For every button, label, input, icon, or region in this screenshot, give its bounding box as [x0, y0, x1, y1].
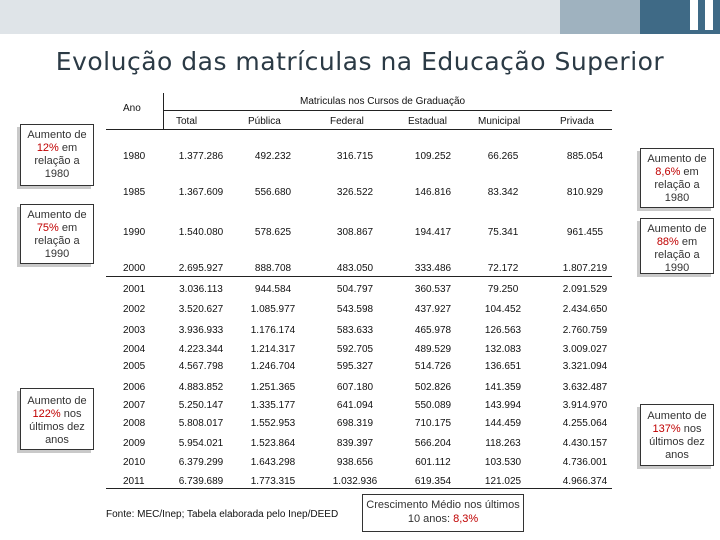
table-cell: 3.009.027 [562, 344, 608, 355]
callout-box [20, 204, 94, 264]
table-bottom-rule [106, 488, 612, 489]
table-cell: 118.263 [485, 438, 521, 449]
table-cell: 556.680 [254, 187, 292, 198]
table-cell: 566.204 [414, 438, 452, 449]
table-cell: 121.025 [484, 476, 522, 487]
table-cell: 75.341 [487, 227, 519, 238]
table-cell: 437.927 [414, 304, 452, 315]
row-year: 1990 [123, 227, 146, 238]
column-header: Federal [330, 116, 364, 127]
callout-text: Aumento de [647, 153, 707, 165]
table-cell: 483.050 [336, 263, 374, 274]
row-year: 1980 [123, 151, 146, 162]
table-cell: 810.929 [566, 187, 604, 198]
callout-box [20, 388, 94, 450]
table-cell: 6.739.689 [178, 476, 224, 487]
header-rule [163, 110, 612, 111]
table-cell: 607.180 [336, 382, 374, 393]
table-cell: 83.342 [487, 187, 519, 198]
callout-text: em relação a 1980 [34, 142, 80, 180]
row-year: 2010 [123, 457, 146, 468]
table-cell: 79.250 [487, 284, 519, 295]
growth-pct: 8,3% [453, 513, 479, 525]
callout-pct: 8,6% [655, 166, 681, 178]
table-cell: 592.705 [336, 344, 374, 355]
table-cell: 2.695.927 [178, 263, 224, 274]
table-cell: 326.522 [336, 187, 374, 198]
row-year: 1985 [123, 187, 146, 198]
decor-gap [705, 0, 713, 30]
row-year: 2004 [123, 344, 146, 355]
table-cell: 2.760.759 [562, 325, 608, 336]
column-header: Estadual [408, 116, 447, 127]
decor-segment-light [0, 0, 560, 34]
table-cell: 1.032.936 [332, 476, 378, 487]
table-cell: 504.797 [336, 284, 374, 295]
table-cell: 492.232 [254, 151, 292, 162]
callout-text: nos últimos dez anos [29, 408, 85, 446]
table-cell: 944.584 [254, 284, 292, 295]
table-cell: 502.826 [414, 382, 452, 393]
decor-segment-mid [560, 0, 640, 34]
row-year: 2005 [123, 361, 146, 372]
row-year: 2009 [123, 438, 146, 449]
table-cell: 3.914.970 [562, 400, 608, 411]
callout-text: em relação a 1990 [34, 222, 80, 260]
callout-pct: 12% [36, 142, 59, 154]
table-cell: 4.430.157 [562, 438, 608, 449]
table-cell: 4.223.344 [178, 344, 224, 355]
callout-box [640, 404, 714, 466]
callout-pct: 88% [656, 236, 679, 248]
table-cell: 3.321.094 [562, 361, 608, 372]
table-cell: 1.085.977 [250, 304, 296, 315]
table-cell: 1.251.365 [250, 382, 296, 393]
callout-text: Aumento de [647, 410, 707, 422]
table-cell: 888.708 [254, 263, 292, 274]
callout-text: nos últimos dez anos [649, 423, 705, 461]
header-divider [163, 93, 164, 130]
table-cell: 3.520.627 [178, 304, 224, 315]
table-cell: 4.567.798 [178, 361, 224, 372]
table-cell: 550.089 [414, 400, 452, 411]
row-year: 2008 [123, 418, 146, 429]
table-cell: 136.651 [484, 361, 522, 372]
table-cell: 698.319 [336, 418, 374, 429]
page-title: Evolução das matrículas na Educação Superior [55, 47, 665, 76]
source-note: Fonte: MEC/Inep; Tabela elaborada pelo Inep/DEED [106, 509, 339, 520]
table-cell: 1.807.219 [562, 263, 608, 274]
callout-text: Aumento de [27, 209, 87, 221]
table-cell: 2.434.650 [562, 304, 608, 315]
table-cell: 308.867 [336, 227, 374, 238]
column-header: Total [176, 116, 198, 127]
table-cell: 1.377.286 [178, 151, 224, 162]
growth-text: Crescimento Médio nos últimos 10 anos: [366, 499, 520, 525]
growth-box [362, 494, 524, 532]
callout-text: em relação a 1990 [654, 236, 700, 274]
table-cell: 5.250.147 [178, 400, 224, 411]
table-cell: 72.172 [487, 263, 519, 274]
header-bottom-rule [106, 129, 612, 130]
table-cell: 4.883.852 [178, 382, 224, 393]
table-cell: 104.452 [484, 304, 522, 315]
table-cell: 961.455 [566, 227, 604, 238]
table-cell: 1.367.609 [178, 187, 224, 198]
callout-pct: 137% [652, 423, 681, 435]
table-cell: 938.656 [336, 457, 374, 468]
table-cell: 146.816 [414, 187, 452, 198]
table-cell: 6.379.299 [178, 457, 224, 468]
row-year: 2007 [123, 400, 146, 411]
table-cell: 144.459 [484, 418, 522, 429]
table-cell: 141.359 [484, 382, 522, 393]
table-cell: 103.530 [484, 457, 522, 468]
table-cell: 543.598 [336, 304, 374, 315]
column-header: Pública [248, 116, 281, 127]
table-cell: 3.936.933 [178, 325, 224, 336]
table-cell: 601.112 [415, 457, 451, 468]
column-header: Privada [560, 116, 594, 127]
table-cell: 465.978 [414, 325, 452, 336]
row-year: 2003 [123, 325, 146, 336]
header-group: Matriculas nos Cursos de Graduação [300, 96, 466, 107]
table-cell: 1.552.953 [250, 418, 296, 429]
table-cell: 360.537 [414, 284, 452, 295]
row-year: 2002 [123, 304, 146, 315]
decor-gap [690, 0, 698, 30]
table-cell: 1.540.080 [178, 227, 224, 238]
table-cell: 2.091.529 [562, 284, 608, 295]
column-header: Municipal [478, 116, 521, 127]
callout-text: Aumento de [27, 129, 87, 141]
table-cell: 126.563 [484, 325, 522, 336]
table-cell: 1.246.704 [250, 361, 296, 372]
table-cell: 132.083 [484, 344, 522, 355]
table-cell: 489.529 [414, 344, 452, 355]
table-cell: 595.327 [336, 361, 374, 372]
table-cell: 1.523.864 [250, 438, 296, 449]
header-ano: Ano [123, 103, 141, 114]
callout-pct: 75% [36, 222, 59, 234]
table-cell: 1.773.315 [250, 476, 296, 487]
table-cell: 885.054 [566, 151, 604, 162]
table-cell: 3.036.113 [179, 284, 223, 295]
table-cell: 641.094 [336, 400, 374, 411]
table-cell: 5.954.021 [178, 438, 224, 449]
table-cell: 4.255.064 [562, 418, 608, 429]
table-cell: 1.335.177 [250, 400, 296, 411]
table-cell: 1.214.317 [250, 344, 296, 355]
table-cell: 4.736.001 [562, 457, 608, 468]
table-cell: 333.486 [414, 263, 452, 274]
callout-text: Aumento de [27, 395, 87, 407]
table-cell: 619.354 [414, 476, 452, 487]
table-cell: 66.265 [487, 151, 519, 162]
table-cell: 578.625 [254, 227, 292, 238]
table-cell: 109.252 [414, 151, 452, 162]
callout-text: Aumento de [647, 223, 707, 235]
table-cell: 1.643.298 [250, 457, 296, 468]
row-separator [106, 276, 612, 277]
row-year: 2011 [123, 476, 145, 487]
callout-box [20, 124, 94, 186]
table-cell: 583.633 [336, 325, 374, 336]
table-cell: 839.397 [336, 438, 374, 449]
row-year: 2000 [123, 263, 146, 274]
table-cell: 514.726 [414, 361, 452, 372]
top-decor-bar [0, 0, 720, 34]
table-cell: 3.632.487 [562, 382, 608, 393]
table-cell: 5.808.017 [178, 418, 224, 429]
table-cell: 143.994 [484, 400, 522, 411]
table-cell: 316.715 [336, 151, 374, 162]
table-cell: 4.966.374 [562, 476, 608, 487]
table-cell: 1.176.174 [250, 325, 296, 336]
callout-box [640, 148, 714, 208]
row-year: 2006 [123, 382, 146, 393]
callout-box [640, 218, 714, 274]
table-cell: 710.175 [414, 418, 452, 429]
callout-text: em relação a 1980 [654, 166, 700, 204]
callout-pct: 122% [32, 408, 61, 420]
table-cell: 194.417 [414, 227, 452, 238]
row-year: 2001 [123, 284, 146, 295]
